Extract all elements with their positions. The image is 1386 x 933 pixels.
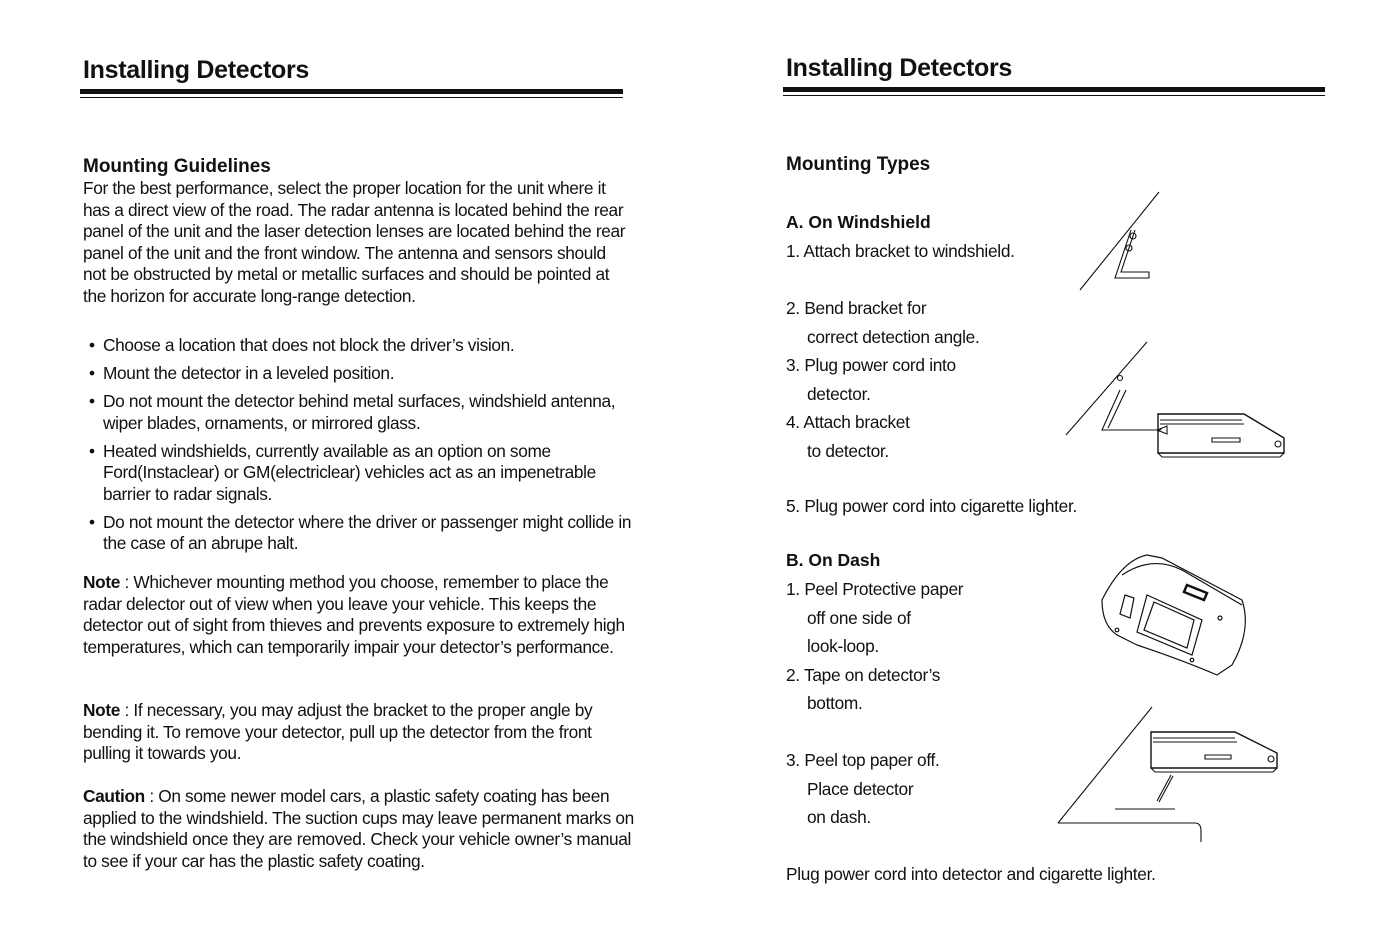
- windshield-step-2-cont: correct detection angle.: [807, 326, 980, 347]
- bullet-item: • Heated windshields, currently available as an option on some Ford(Instaclear) or GM(electriclear) vehicles act as an impenetrable barrier to radar signals.: [83, 441, 643, 506]
- windshield-step-4: 4. Attach bracket: [786, 412, 910, 432]
- dash-tape-illustration: [1092, 550, 1252, 680]
- mounting-guidelines-heading: Mounting Guidelines: [83, 156, 271, 177]
- windshield-step-4-cont: to detector.: [807, 440, 889, 461]
- bracket-detector-illustration: [1062, 340, 1287, 460]
- footer-instruction: Plug power cord into detector and cigarette lighter.: [786, 864, 1156, 884]
- dash-step-3-block: [786, 746, 940, 832]
- dash-step-3-cont: on dash.: [807, 807, 871, 827]
- left-title-rule-thin: [80, 97, 623, 98]
- dash-step-2-cont: bottom.: [807, 693, 863, 713]
- dash-placement-illustration: [1055, 705, 1283, 845]
- windshield-step-5: 5. Plug power cord into cigarette lighter.: [786, 496, 1077, 516]
- bullet-item: • Do not mount the detector behind metal surfaces, windshield antenna, wiper blades, ornaments, or mirrored glass.: [83, 391, 643, 434]
- right-title-rule-thick: [783, 87, 1325, 92]
- bullet-item: • Do not mount the detector where the driver or passenger might collide in the case of an abrupe halt.: [83, 512, 643, 555]
- left-page-title: Installing Detectors: [83, 56, 309, 84]
- windshield-step-3: 3. Plug power cord into: [786, 355, 956, 375]
- windshield-step-1: 1. Attach bracket to windshield.: [786, 241, 1015, 261]
- note-label: Note: [83, 572, 121, 592]
- note-text: : If necessary, you may adjust the bracket to the proper angle by bending it. To remove your detector, pull up the detector from the front pulling it towards you.: [83, 700, 593, 763]
- dash-step-2: 2. Tape on detector’s: [786, 664, 941, 685]
- dash-step-3-cont: Place detector: [807, 778, 914, 799]
- guidelines-bullet-list: [83, 335, 643, 561]
- dash-step-3: 3. Peel top paper off.: [786, 750, 940, 770]
- bullet-item: • Mount the detector in a leveled position.: [83, 363, 643, 385]
- left-title-rule-thick: [80, 89, 623, 94]
- bullet-item: • Choose a location that does not block the driver’s vision.: [83, 335, 643, 357]
- windshield-steps-2-4: [786, 294, 979, 465]
- right-title-rule-thin: [783, 95, 1325, 96]
- mounting-guidelines-intro: For the best performance, select the proper location for the unit where it has a direct view of the road. The radar antenna is located behind the rear panel of the unit and the laser detection lenses are located behind the rear panel of the unit and the front window. The antenna and sensors should not be obstructed by metal or metallic surfaces and should be pointed at the horizon for accurate long-range detection.: [83, 178, 626, 306]
- caution-safety-coating: [83, 786, 638, 872]
- dash-step-1-cont: off one side of: [807, 607, 911, 628]
- windshield-step-2: 2. Bend bracket for: [786, 298, 927, 318]
- note-text: : Whichever mounting method you choose, remember to place the radar delector out of view when you leave your vehicle. This keeps the detector out of sight from thieves and prevents exposure to extremely high temperatures, which can temporarily impair your detector’s performance.: [83, 572, 625, 657]
- on-dash-heading: B. On Dash: [786, 550, 881, 570]
- dash-step-1-cont: look-loop.: [807, 636, 879, 656]
- caution-text: : On some newer model cars, a plastic safety coating has been applied to the windshield. The suction cups may leave permanent marks on the windshield once they are removed. Check your vehicle owner’s manual to see if your car has the plastic safety coating.: [83, 786, 634, 871]
- on-windshield-heading: A. On Windshield: [786, 212, 931, 232]
- right-page-title: Installing Detectors: [786, 54, 1012, 82]
- dash-steps-1-2: [786, 575, 963, 718]
- caution-label: Caution: [83, 786, 145, 806]
- dash-step-1: 1. Peel Protective paper: [786, 579, 964, 599]
- note-out-of-view: [83, 572, 638, 658]
- note-label: Note: [83, 700, 121, 720]
- windshield-step-3-cont: detector.: [807, 383, 871, 404]
- mounting-types-heading: Mounting Types: [786, 154, 931, 175]
- note-bend-bracket: [83, 700, 638, 765]
- bracket-windshield-illustration: [1075, 190, 1160, 295]
